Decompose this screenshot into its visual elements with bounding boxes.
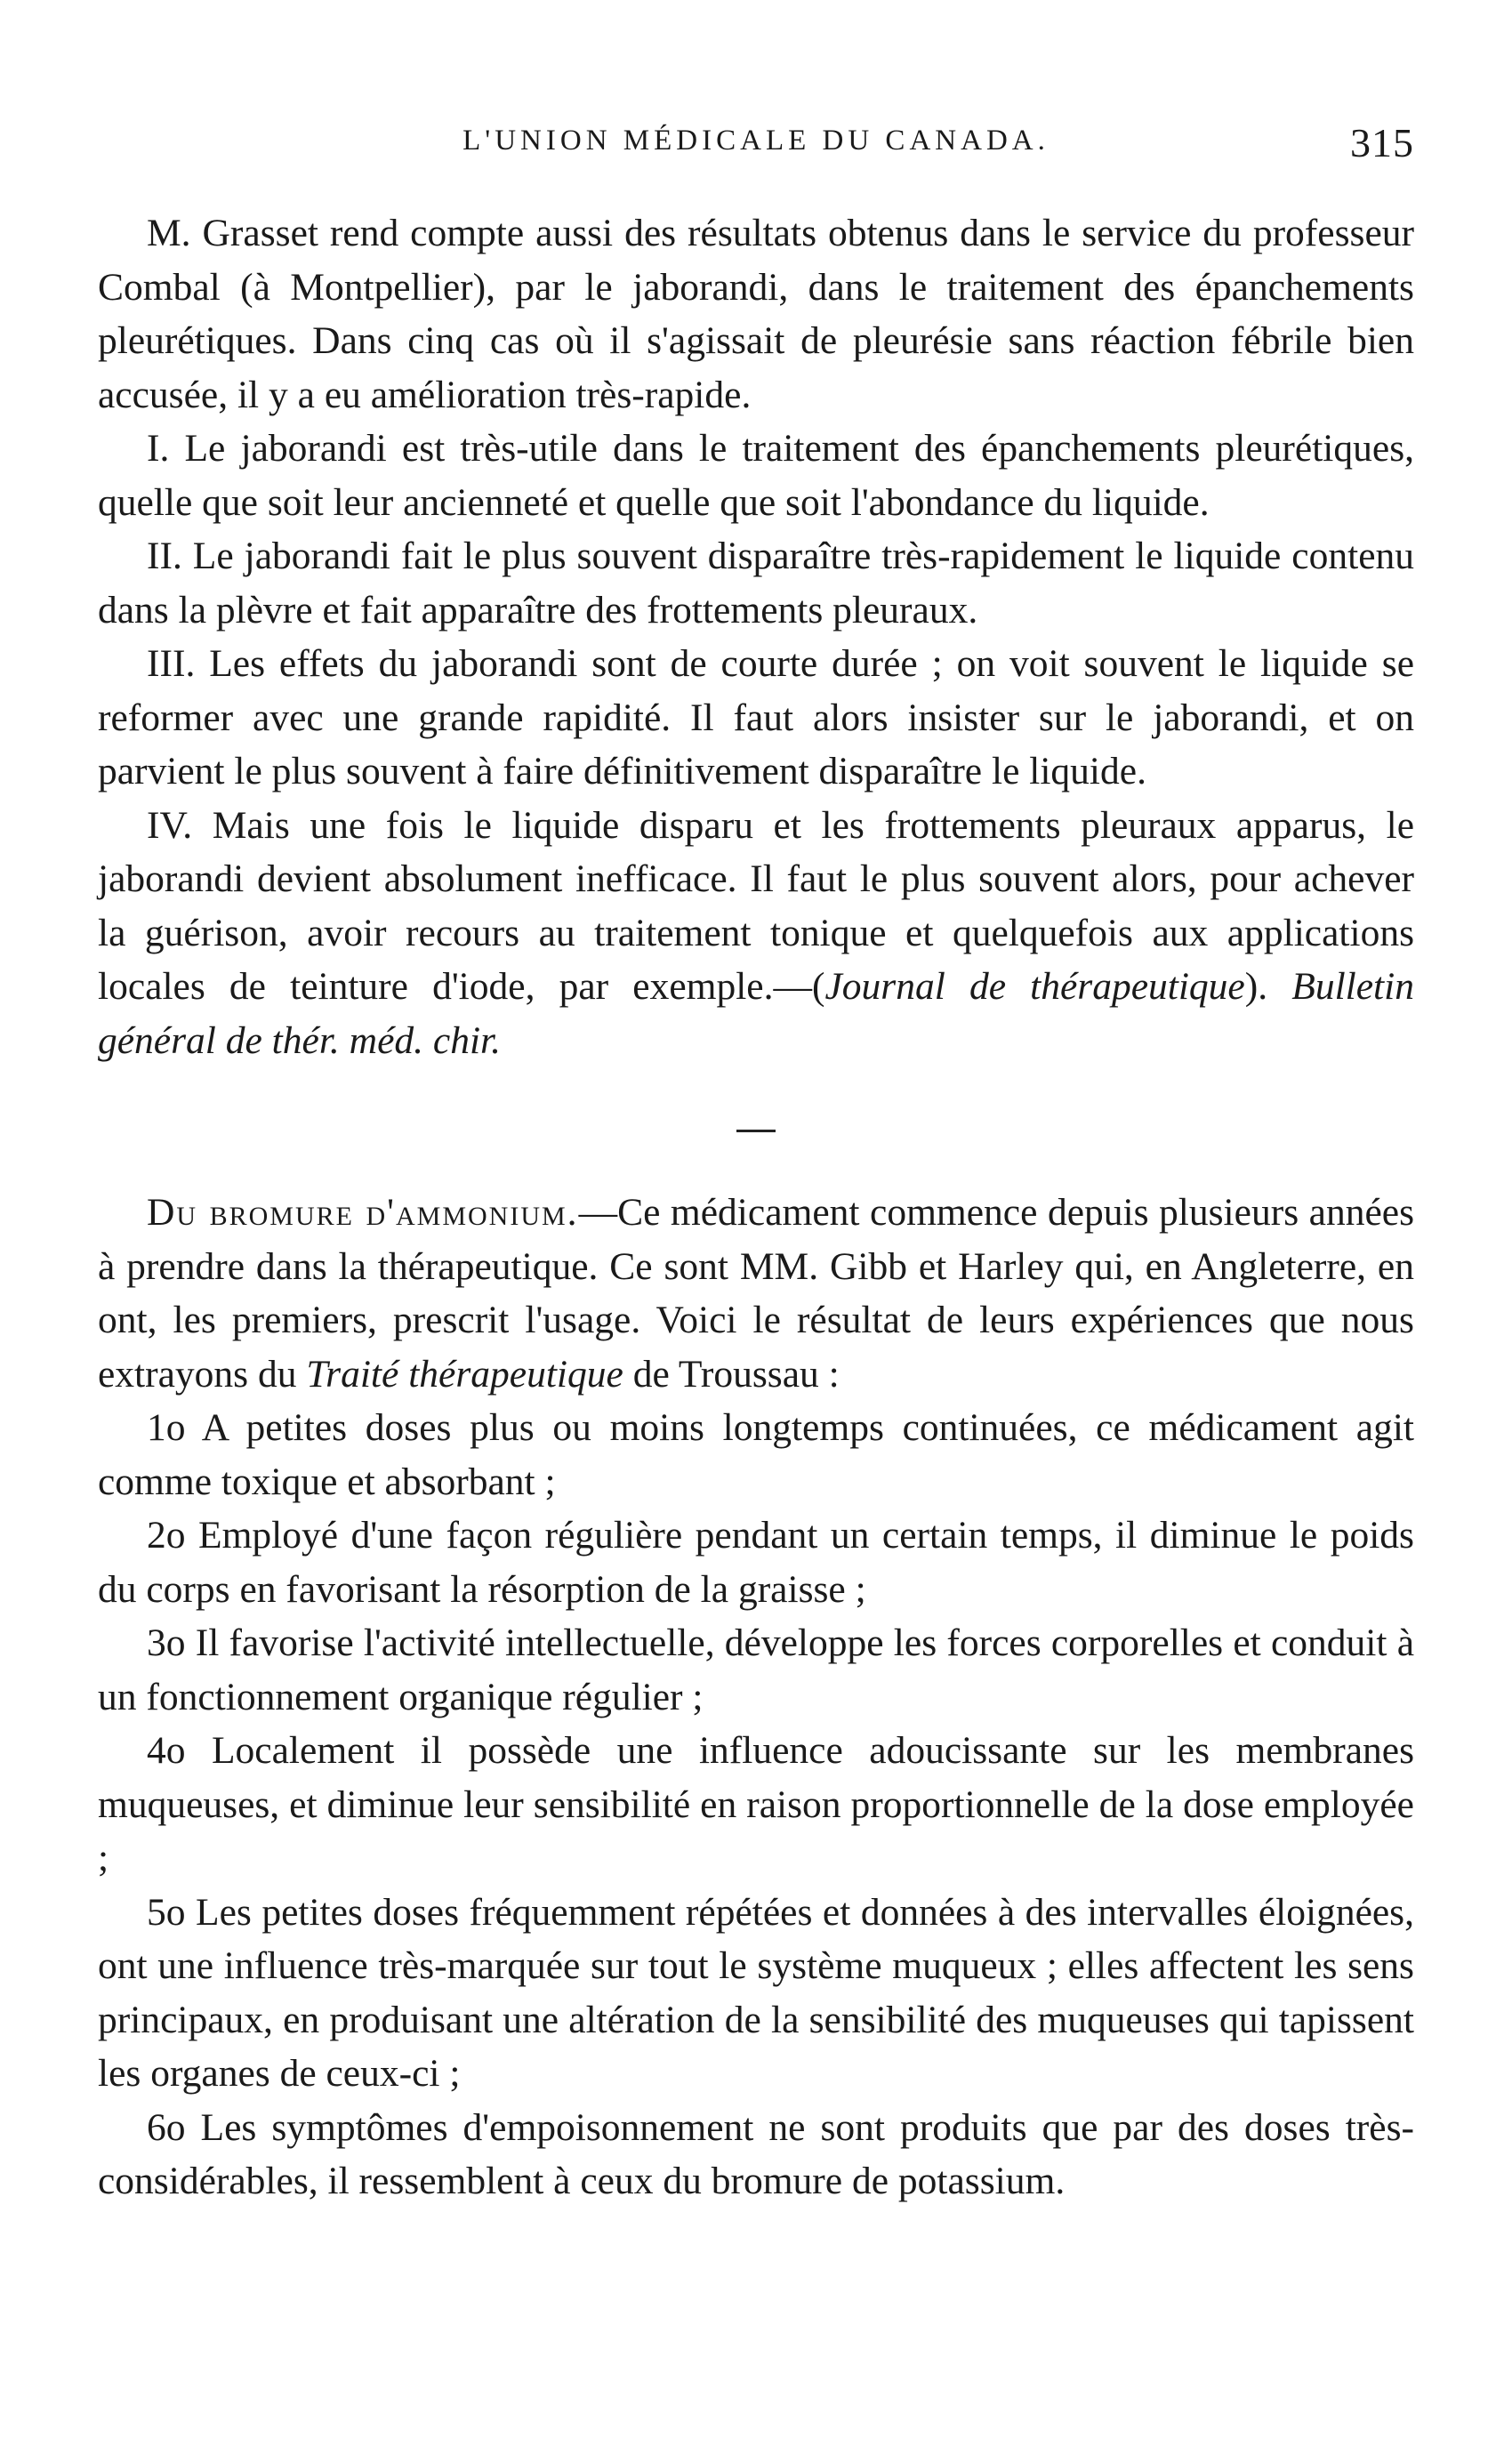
- bulletin-citation: Bulletin général de thér. méd. chir.: [98, 965, 1414, 1062]
- source-title: Traité thérapeutique: [306, 1352, 623, 1396]
- paragraph-point-4: [98, 799, 1414, 1068]
- numbered-item-4: 4o Localement il possède une influence adoucissante sur les membranes muqueuses, et diminue leur sensibilité en raison proportionnelle de la dose employée ;: [98, 1729, 1414, 1879]
- section-heading: Du bromure d'ammonium.: [147, 1191, 579, 1234]
- paragraph-point-3: III. Les effets du jaborandi sont de courte durée ; on voit souvent le liquide se reformer avec une grande rapidité. Il faut alors insister sur le jaborandi, et on parvient le plus souvent à faire définitivement disparaître le liquide.: [98, 642, 1414, 793]
- page-body: [98, 206, 1414, 2209]
- journal-citation: Journal de thérapeutique: [824, 965, 1245, 1008]
- bromure-intro-text: —Ce médicament commence depuis plusieurs années à prendre dans la thérapeutique. Ce sont MM. Gibb et Harley qui, en Angleterre, en ont, les premiers, prescrit l'usage. Voici le résultat de leurs expériences que nous extrayons du: [98, 1191, 1414, 1396]
- page-number: 315: [1350, 120, 1414, 165]
- paragraph-point-1: I. Le jaborandi est très-utile dans le traitement des épanchements pleurétiques, quelle que soit leur ancienneté et quelle que soit l'abondance du liquide.: [98, 427, 1414, 524]
- point-4-text: IV. Mais une fois le liquide disparu et les frottements pleuraux apparus, le jaborandi devient absolument inefficace. Il faut le plus souvent alors, pour achever la guérison, avoir recours au traitement tonique et quelquefois aux applications locales de teinture d'iode, par exemple.—(: [98, 803, 1414, 1008]
- section-divider: [736, 1130, 776, 1132]
- running-title: L'UNION MÉDICALE DU CANADA.: [462, 125, 1050, 157]
- numbered-item-3: 3o Il favorise l'activité intellectuelle, développe les forces corporelles et conduit à un fonctionnement organique régulier ;: [98, 1621, 1414, 1718]
- page-header: [98, 120, 1414, 178]
- bromure-intro-end: de Troussau :: [623, 1352, 840, 1396]
- numbered-item-6: 6o Les symptômes d'empoisonnement ne sont produits que par des doses très-considérables, il ressemblent à ceux du bromure de potassium.: [98, 2105, 1414, 2202]
- paragraph-point-2: II. Le jaborandi fait le plus souvent disparaître très-rapidement le liquide contenu dans la plèvre et fait apparaître des frottements pleuraux.: [98, 535, 1414, 632]
- numbered-item-5: 5o Les petites doses fréquemment répétées et données à des intervalles éloignées, ont une influence très-marquée sur tout le système muqueux ; elles affectent les sens principaux, en produisant une altération de la sensibilité des muqueuses qui tapissent les organes de ceux-ci ;: [98, 1890, 1414, 2095]
- paragraph-bromure-intro: [98, 1186, 1414, 1401]
- numbered-item-1: 1o A petites doses plus ou moins longtemps continuées, ce médicament agit comme toxique et absorbant ;: [98, 1406, 1414, 1503]
- paragraph-grasset-intro: M. Grasset rend compte aussi des résultats obtenus dans le service du professeur Combal (à Montpellier), par le jaborandi, dans le traitement des épanchements pleurétiques. Dans cinq cas où il s'agissait de pleurésie sans réaction fébrile bien accusée, il y a eu amélioration très-rapide.: [98, 212, 1414, 416]
- citation-separator: ).: [1244, 965, 1292, 1008]
- numbered-item-2: 2o Employé d'une façon régulière pendant un certain temps, il diminue le poids du corps en favorisant la résorption de la graisse ;: [98, 1514, 1414, 1611]
